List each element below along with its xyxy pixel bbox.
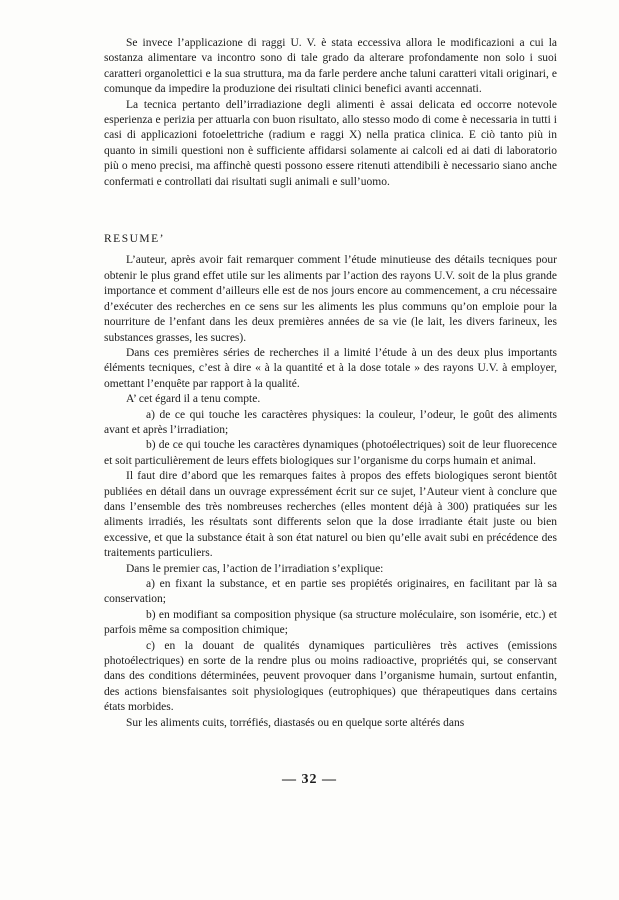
french-paragraph-6: Il faut dire d’abord que les remarques faites à propos des effets biologiques seront bientôt publiées en détail dans un ouvrage expressément écrit sur ce sujet, l’Auteur vient à conclure que dans l’ensemble des très nombreuses recherches (elles montent déjà à 300) pratiquées sur les aliments irradiés, les résultats sont differents selon que la dose irradiante était juste ou bien excessive, et que la substance était à son état naturel ou bien qu’elle avait subi en précédence des traitements particuliers.: [104, 470, 557, 560]
french-item-b-modifying: b) en modifiant sa composition physique (sa structure moléculaire, son isomérie, etc.) et parfois même sa composition chimique;: [104, 608, 557, 637]
italian-paragraph-1: Se invece l’applicazione di raggi U. V. è stata eccessiva allora le modificazioni a cui la sostanza alimentare va incontro sono di tale grado da alterare profondamente non solo i suoi caratteri organolettici e la sua struttura, ma da farle perdere anche taluni caratteri vitali originari, e comunque da impedire la produzione dei risultati clinici benefici avanti accennati.: [104, 37, 557, 96]
section-heading-resume: RESUME’: [104, 233, 165, 246]
french-item-a-fixing: a) en fixant la substance, et en partie ses propiétés originaires, en facilitant par là sa conservation;: [104, 578, 557, 606]
french-paragraph-2: Dans ces premières séries de recherches il a limité l’étude à un des deux plus importants éléments tecniques, c’est à dire « à la quantité et à la dose totale » des rayons U.V. à employer, omettant l’enquête par rapport à la qualité.: [104, 346, 557, 390]
french-paragraph-11: Sur les aliments cuits, torréfiés, diastasés ou en quelque sorte altérés dans: [126, 716, 465, 729]
french-paragraph-7: Dans le premier cas, l’action de l’irradiation s’explique:: [126, 562, 384, 575]
french-paragraph-3: A’ cet égard il a tenu compte.: [126, 393, 261, 406]
french-paragraph-1: L’auteur, après avoir fait remarquer comment l’étude minutieuse des détails tecniques pour obtenir le plus grand effet utile sur les aliments par l’action des rayons U.V. soit de la plus grande importance et comment d’ailleurs elle est de nos jours encore au commencement, a cru nécessaire d’exécuter des recherches en ce sens sur les aliments les plus communs qu’on emploie pour la nourriture de l’enfant dans les deux premières années de sa vie (le lait, les divers farineux, les substances grasses, les sucres).: [104, 254, 557, 344]
french-item-c-dynamic-qualities: c) en la douant de qualités dynamiques particulières très actives (emissions photoélectriques) en sorte de la rendre plus ou moins radioactive, propriétés qui, se conservant dans des conditions déterminées, peuvent provoquer dans l’organisme humain, surtout enfantin, des actions biensfaisantes soit physiologiques (eutrophiques) que thérapeutiques dans certains états morbides.: [104, 639, 557, 714]
french-item-a-physical: a) de ce qui touche les caractères physiques: la couleur, l’odeur, le goût des aliments avant et après l’irradiation;: [104, 408, 557, 436]
italian-paragraph-2: La tecnica pertanto dell’irradiazione degli alimenti è assai delicata ed occorre notevole esperienza e perizia per attuarla con buon risultato, allo stesso modo di come è necessaria in tutti i casi di applicazioni fotoelettriche (radium e raggi X) nella pratica clinica. E ciò tanto più in quanto in simili questioni non è sufficiente affidarsi solamente ai calcoli ed ai dati di laboratorio più o meno precisi, ma affinchè questi possono essere ritenuti attendibili è necessario siano anche confermati e controllati dai risultati sugli animali e sull’uomo.: [104, 98, 557, 188]
french-item-b-dynamic: b) de ce qui touche les caractères dynamiques (photoélectriques) soit de leur fluorecence et soit particulièrement de leurs effets biologiques sur l’organisme du corps humain et animal.: [104, 439, 557, 467]
page-number: — 32 —: [282, 772, 337, 787]
